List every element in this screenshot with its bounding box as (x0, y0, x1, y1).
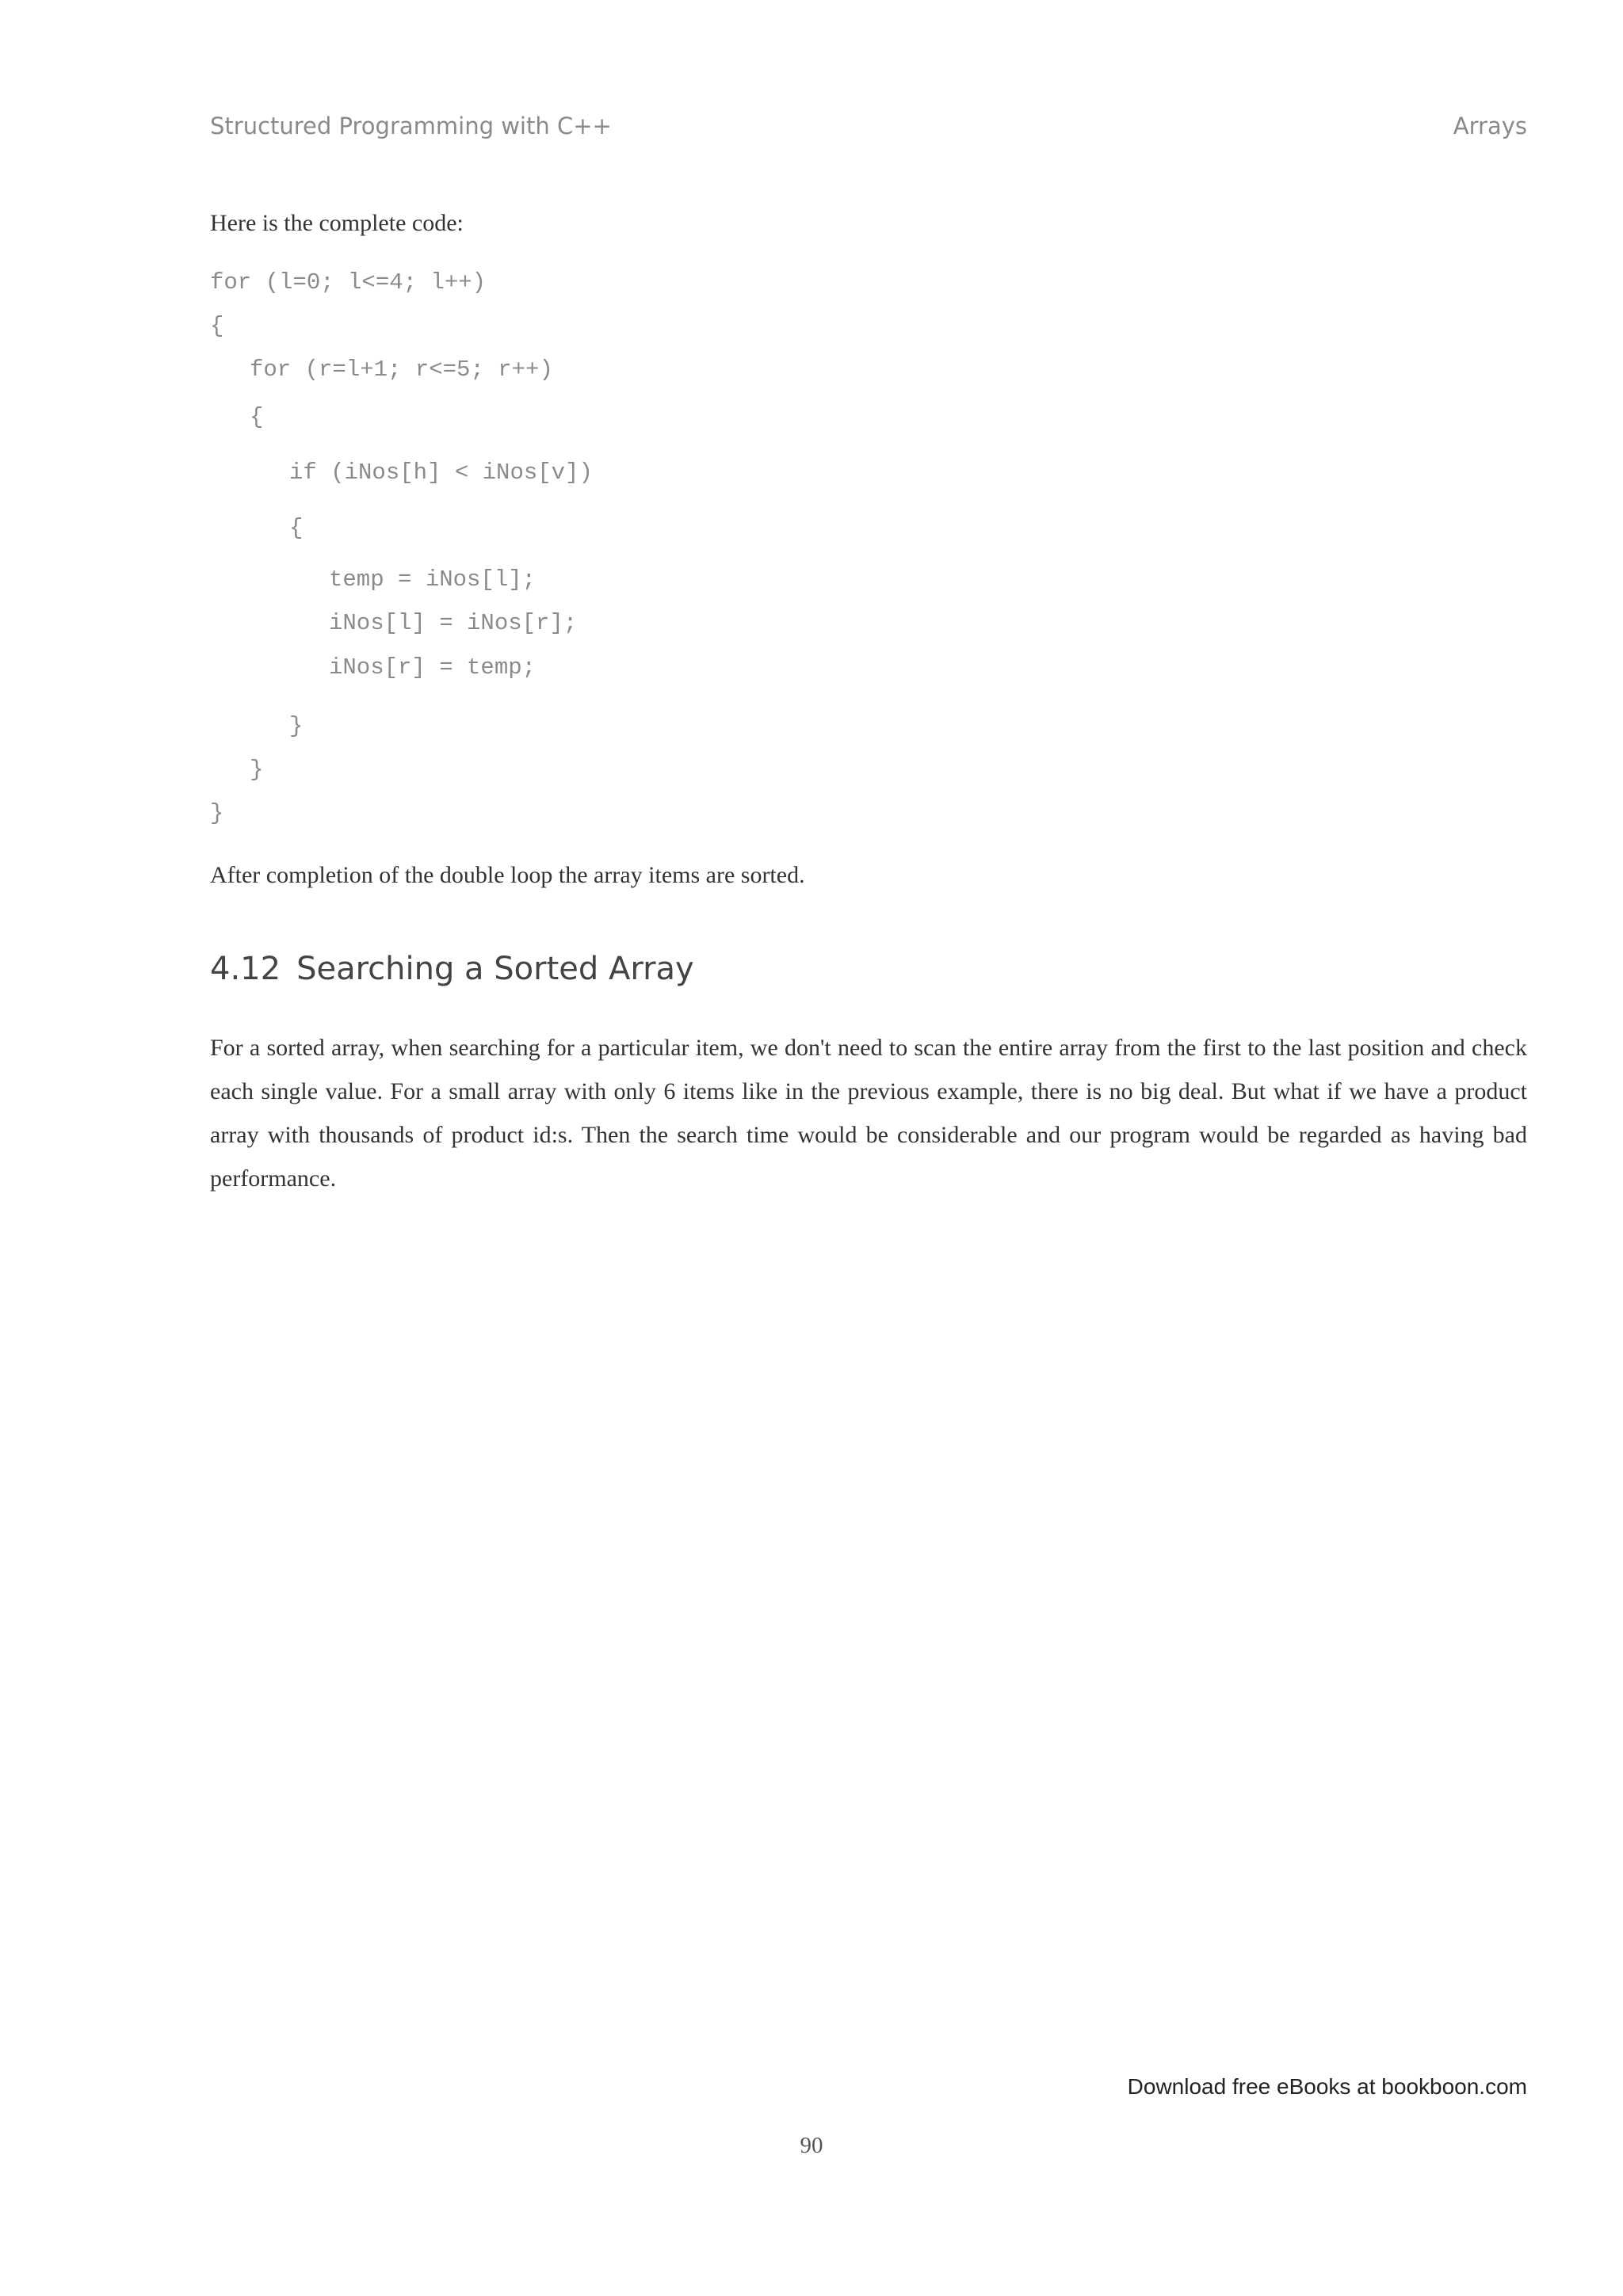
code-line: iNos[r] = temp; (329, 654, 537, 681)
code-line: { (289, 515, 304, 541)
code-line: { (250, 404, 264, 430)
section-heading (210, 951, 694, 987)
code-line: { (210, 313, 224, 339)
download-link[interactable]: Download free eBooks at bookboon.com (1127, 2074, 1527, 2099)
body-paragraph: For a sorted array, when searching for a particular item, we don't need to scan the entire array from the first to the last position and check each single value. For a small array with only 6 items like in the previous example, there is no big deal. But what if we have a product array with thousands of product id:s. Then the search time would be considerable and our program would be regarded as having bad performance. (210, 1035, 1527, 1192)
header-book-title: Structured Programming with C++ (210, 113, 612, 139)
code-line: } (210, 800, 224, 826)
section-number: 4.12 (210, 951, 281, 987)
code-line: iNos[l] = iNos[r]; (329, 610, 578, 636)
section-title: Searching a Sorted Array (296, 951, 694, 987)
code-summary-text: After completion of the double loop the array items are sorted. (210, 862, 805, 888)
header-chapter-title: Arrays (1453, 113, 1527, 139)
code-line: if (iNos[h] < iNos[v]) (289, 460, 593, 486)
code-line: for (r=l+1; r<=5; r++) (250, 357, 553, 383)
code-intro-text: Here is the complete code: (210, 210, 464, 236)
code-line: temp = iNos[l]; (329, 566, 537, 593)
running-header (210, 113, 1527, 139)
page-number: 90 (800, 2133, 823, 2158)
code-line: } (289, 713, 304, 739)
code-line: for (l=0; l<=4; l++) (210, 269, 487, 296)
code-line: } (250, 757, 264, 783)
